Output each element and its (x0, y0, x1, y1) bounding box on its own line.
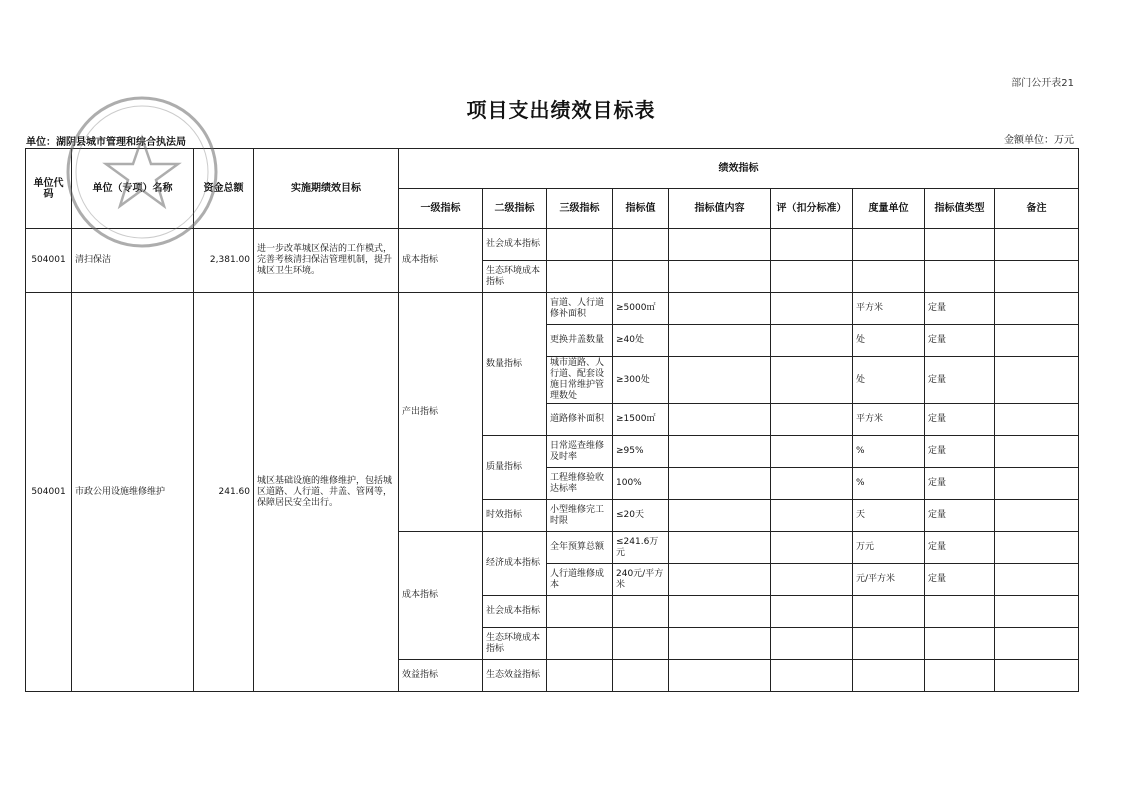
value-cell: ≥40处 (613, 325, 669, 357)
amount-unit-label: 金额单位：万元 (1004, 135, 1074, 146)
project1-amount: 2,381.00 (194, 229, 254, 293)
level3-cell: 全年预算总额 (547, 532, 613, 564)
quantity-level2: 数量指标 (483, 293, 547, 436)
timeliness-level2: 时效指标 (483, 500, 547, 532)
header-total-funds: 资金总额 (194, 149, 254, 229)
level3-cell: 城市道路、人行道、配套设施日常维护管理数处 (547, 357, 613, 404)
header-value-type: 指标值类型 (925, 189, 995, 229)
type-cell: 定量 (925, 564, 995, 596)
level3-cell: 日常巡查维修及时率 (547, 436, 613, 468)
value-cell: ≤241.6万元 (613, 532, 669, 564)
type-cell: 定量 (925, 532, 995, 564)
type-cell: 定量 (925, 293, 995, 325)
type-cell: 定量 (925, 357, 995, 404)
type-cell: 定量 (925, 325, 995, 357)
unit-cell: 处 (853, 357, 925, 404)
quality-level2: 质量指标 (483, 436, 547, 500)
header-level3: 三级指标 (547, 189, 613, 229)
type-cell: 定量 (925, 436, 995, 468)
value-cell: ≥95% (613, 436, 669, 468)
project1-name: 清扫保洁 (72, 229, 194, 293)
unit-label: 单位：湖阴县城市管理和综合执法局 (26, 137, 186, 148)
project2-name: 市政公用设施维修维护 (72, 293, 194, 692)
table-number: 部门公开表21 (1011, 78, 1074, 89)
social-level2: 社会成本指标 (483, 596, 547, 628)
value-cell: 240元/平方米 (613, 564, 669, 596)
project1-level1: 成本指标 (399, 229, 483, 293)
eco-level2: 生态环境成本指标 (483, 628, 547, 660)
header-value: 指标值 (613, 189, 669, 229)
unit-cell: 平方米 (853, 404, 925, 436)
project1-level2: 社会成本指标 (483, 229, 547, 261)
benefit-level1: 效益指标 (399, 660, 483, 692)
economic-level2: 经济成本指标 (483, 532, 547, 596)
header-goal: 实施期绩效目标 (254, 149, 399, 229)
project1-level2: 生态环境成本指标 (483, 261, 547, 293)
project2-amount: 241.60 (194, 293, 254, 692)
project2-code: 504001 (26, 293, 72, 692)
output-level1: 产出指标 (399, 293, 483, 532)
header-measure-unit: 度量单位 (853, 189, 925, 229)
project2-goal: 城区基础设施的维修维护，包括城区道路、人行道、井盖、管网等，保障居民安全出行。 (254, 293, 399, 692)
level3-cell: 更换井盖数量 (547, 325, 613, 357)
table-row (26, 293, 1079, 325)
value-cell: ≤20天 (613, 500, 669, 532)
header-unit-name: 单位（专项）名称 (72, 149, 194, 229)
type-cell: 定量 (925, 404, 995, 436)
unit-cell: 处 (853, 325, 925, 357)
level3-cell: 盲道、人行道修补面积 (547, 293, 613, 325)
table-row (26, 229, 1079, 261)
unit-cell: 天 (853, 500, 925, 532)
unit-cell: 元/平方米 (853, 564, 925, 596)
value-cell: ≥1500㎡ (613, 404, 669, 436)
header-level1: 一级指标 (399, 189, 483, 229)
unit-cell: % (853, 468, 925, 500)
header-value-content: 指标值内容 (669, 189, 771, 229)
type-cell: 定量 (925, 468, 995, 500)
unit-cell: 平方米 (853, 293, 925, 325)
unit-cell: 万元 (853, 532, 925, 564)
level3-cell: 小型维修完工时限 (547, 500, 613, 532)
project1-code: 504001 (26, 229, 72, 293)
value-cell: 100% (613, 468, 669, 500)
header-unit-code: 单位代码 (26, 149, 72, 229)
value-cell: ≥300处 (613, 357, 669, 404)
header-performance: 绩效指标 (399, 149, 1079, 189)
page-title: 项目支出绩效目标表 (466, 98, 656, 122)
performance-table (25, 148, 1079, 692)
value-cell: ≥5000㎡ (613, 293, 669, 325)
type-cell: 定量 (925, 500, 995, 532)
project1-goal: 进一步改革城区保洁的工作模式，完善考核清扫保洁管理机制，提升城区卫生环境。 (254, 229, 399, 293)
cost-level1: 成本指标 (399, 532, 483, 660)
header-level2: 二级指标 (483, 189, 547, 229)
level3-cell: 道路修补面积 (547, 404, 613, 436)
header-scoring: 评（扣分标准） (771, 189, 853, 229)
header-remark: 备注 (995, 189, 1079, 229)
level3-cell: 人行道维修成本 (547, 564, 613, 596)
benefit-level2: 生态效益指标 (483, 660, 547, 692)
level3-cell: 工程维修验收达标率 (547, 468, 613, 500)
unit-cell: % (853, 436, 925, 468)
